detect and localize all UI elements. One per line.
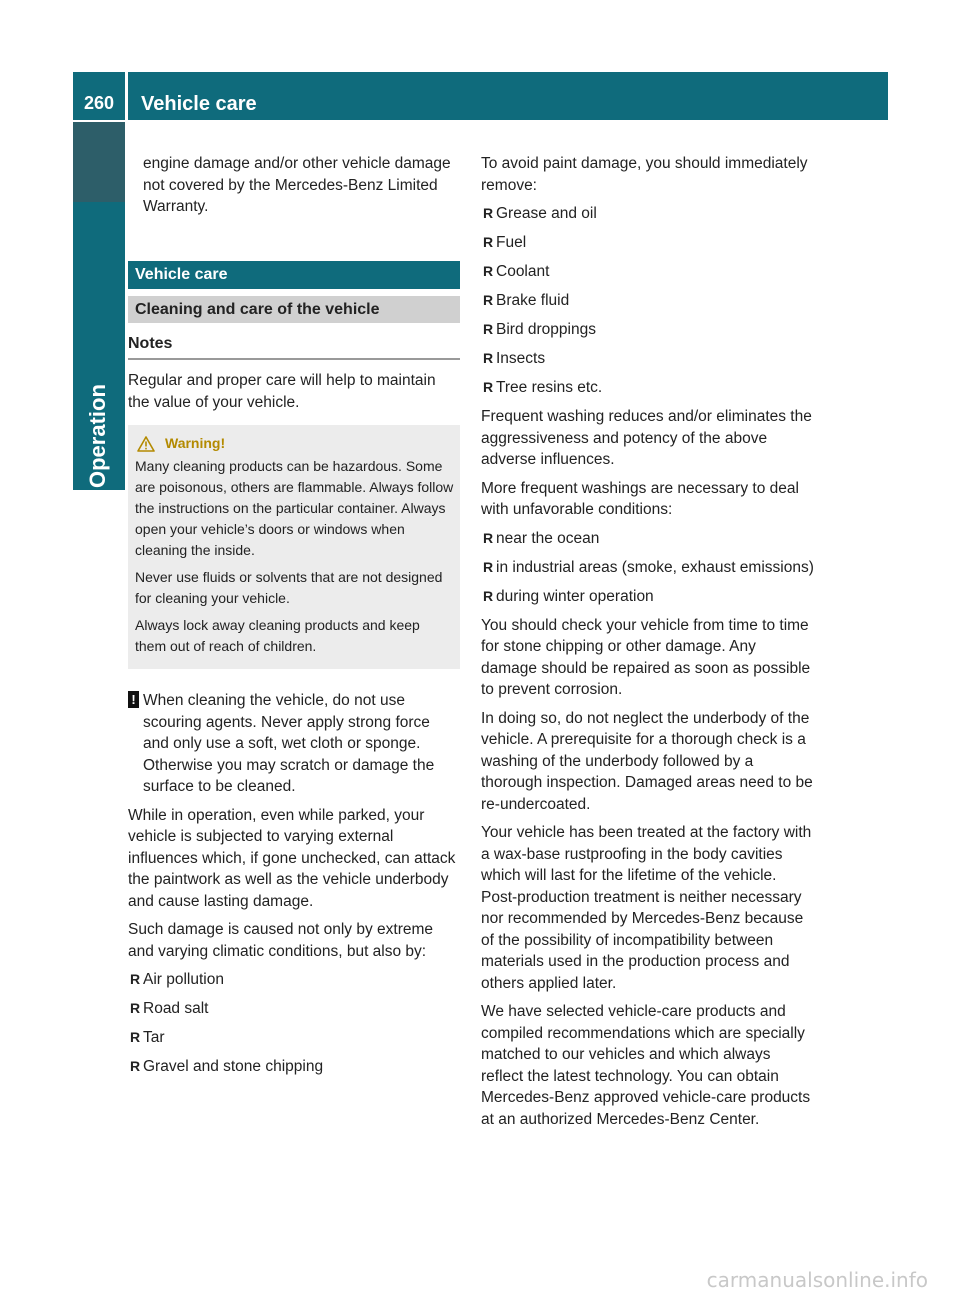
list-item: R during winter operation — [481, 586, 814, 608]
bullet-marker: R — [483, 263, 494, 279]
header-divider — [125, 72, 128, 120]
bullet-marker: R — [483, 379, 494, 395]
notice-text: When cleaning the vehicle, do not use scouring agents. Never apply strong force and only use a soft, wet cloth or sponge. Otherwise you may scratch or damage the surface to be cleaned. — [143, 692, 435, 795]
list-item: R Road salt — [128, 998, 460, 1020]
warning-paragraph: Never use fluids or solvents that are not designed for cleaning your vehicle. — [135, 569, 443, 606]
bullet-marker: R — [483, 205, 494, 221]
list-item: R near the ocean — [481, 528, 814, 550]
watermark: carmanualsonline.info — [706, 1268, 928, 1292]
side-tab-label: Operation — [85, 384, 110, 488]
list-item: R in industrial areas (smoke, exhaust emissions) — [481, 557, 814, 579]
chapter-title: Vehicle care — [141, 93, 257, 115]
left-column — [128, 153, 460, 1085]
damage-causes-list — [128, 969, 460, 1078]
underbody-paragraph: In doing so, do not neglect the underbody of the vehicle. A prerequisite for a thorough check is a washing of the underbody followed by a thorough inspection. Damaged areas need to be re-undercoated. — [481, 709, 813, 813]
list-item: R Insects — [481, 348, 814, 370]
bullet-marker: R — [130, 1000, 141, 1016]
page-number: 260 — [83, 93, 115, 113]
products-paragraph: We have selected vehicle-care products and compiled recommendations which are specially matched to our vehicles and which always reflect the latest technology. You can obtain Mercedes-Benz approved vehicle-care products at an authorized Mercedes-Benz Center. — [481, 1003, 811, 1128]
remove-items-list — [481, 203, 814, 399]
list-item: R Air pollution — [128, 969, 460, 991]
bullet-marker: R — [483, 558, 494, 575]
warning-paragraph: Always lock away cleaning products and keep them out of reach of children. — [135, 617, 420, 654]
warning-box — [128, 425, 460, 669]
list-item: R Tar — [128, 1027, 460, 1049]
notice-exclamation-icon: ! — [128, 691, 139, 708]
avoid-paragraph: To avoid paint damage, you should immediately remove: — [481, 155, 808, 194]
warning-title-text: Warning! — [165, 435, 226, 451]
right-column — [481, 153, 814, 1137]
check-paragraph: You should check your vehicle from time to time for stone chipping or other damage. Any damage should be repaired as soon as possible to prevent corrosion. — [481, 616, 811, 698]
intro-paragraph: Regular and proper care will help to maintain the value of your vehicle. — [128, 372, 436, 411]
list-item: R Tree resins etc. — [481, 377, 814, 399]
list-item: R Fuel — [481, 232, 814, 254]
warning-triangle-icon — [137, 436, 155, 452]
notes-heading: Notes — [128, 323, 460, 361]
frequent-paragraph: Frequent washing reduces and/or eliminates the aggressiveness and potency of the above adverse influences. — [481, 408, 812, 468]
continuation-text: engine damage and/or other vehicle damage not covered by the Mercedes-Benz Limited Warranty. — [143, 155, 451, 215]
conditions-list — [481, 528, 814, 608]
damage-paragraph: Such damage is caused not only by extreme and varying climatic conditions, but also by: — [128, 921, 434, 960]
warning-title — [135, 433, 454, 454]
notice — [128, 690, 460, 798]
bullet-marker: R — [483, 350, 494, 366]
list-item: R Bird droppings — [481, 319, 814, 341]
bullet-marker: R — [130, 1058, 141, 1074]
bullet-marker: R — [483, 587, 494, 604]
bullet-marker: R — [130, 971, 141, 987]
bullet-marker: R — [483, 292, 494, 308]
list-item: R Brake fluid — [481, 290, 814, 312]
list-item: R Gravel and stone chipping — [128, 1056, 460, 1078]
list-item: R Grease and oil — [481, 203, 814, 225]
more-paragraph: More frequent washings are necessary to deal with unfavorable conditions: — [481, 479, 799, 518]
page-header — [73, 72, 888, 120]
bullet-marker: R — [483, 321, 494, 337]
treated-paragraph: Your vehicle has been treated at the factory with a wax-base rustproofing in the body cavities which will last for the lifetime of the vehicle. Post-production treatment is neither necessary nor recommended by Mercedes-Benz because of the possibility of incompatibility between materials used in the production process and others applied later. — [481, 824, 812, 992]
operation-paragraph: While in operation, even while parked, your vehicle is subjected to varying external influences which, if gone unchecked, can attack the paintwork as well as the vehicle underbody and cause lasting damage. — [128, 806, 456, 910]
bullet-marker: R — [483, 529, 494, 546]
section-title: Vehicle care — [128, 261, 460, 289]
bullet-marker: R — [130, 1029, 141, 1045]
list-item: R Coolant — [481, 261, 814, 283]
bullet-marker: R — [483, 234, 494, 250]
subsection-title: Cleaning and care of the vehicle — [128, 296, 460, 323]
side-tab-marker — [73, 122, 125, 202]
warning-paragraph: Many cleaning products can be hazardous. Some are poisonous, others are flammable. Always follow the instructions on the particular container. Always open your vehicle’s doors or windows when cleaning the inside. — [135, 458, 454, 558]
